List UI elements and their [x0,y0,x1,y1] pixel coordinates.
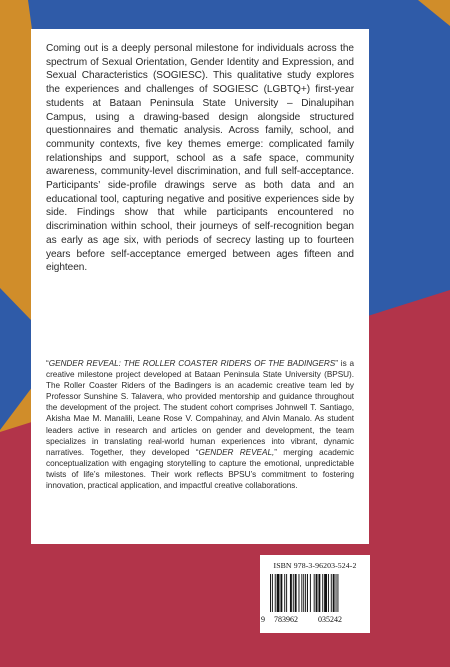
barcode-bar [290,574,292,612]
barcode-bar [301,574,302,612]
barcode-bar [284,574,285,612]
bio-text-part1: is a creative milestone project developed at Bataan Peninsula State University (BPSU). The Roller Coaster Riders of the Badingers is an academic creative team led by Professor Sunshine S. Talavera, who provided mentorship and guidance throughout the development of the project. The student cohort comprises Johnwell T. Santiago, Akisha Mae M. Manalili, Leane Rose V. Compahinay, and Alvin Manalo. As student leaders active in research and articles on gender and development, the team specializes in translating real-world human experiences into vibrant, dynamic narratives. Together, they developed “ [46,359,354,457]
barcode-bar [316,574,318,612]
barcode-bar [286,574,287,612]
barcode-bar [337,574,338,612]
barcode-bar [299,574,300,612]
team-bio-paragraph [46,358,354,491]
barcode-bar [277,574,280,612]
barcode-bar [322,574,323,612]
barcode-bar [303,574,304,612]
barcode-bar [295,574,297,612]
barcode-bar [328,574,329,612]
barcode-bar [324,574,327,612]
barcode-bar [305,574,306,612]
barcode-bar [318,574,320,612]
bio-text-part2: ” merging academic conceptualization with engaging storytelling to capture the emotional, unpredictable twists of life’s milestones. Their work reflects BPSU’s commitment to fostering innovation, practical application, and impactful creative collaborations. [46,447,354,491]
barcode-bar [293,574,294,612]
book-short-title: GENDER REVEAL, [198,447,275,457]
isbn-label: ISBN 978-3-96203-524-2 [273,561,357,570]
close-quote: ” [335,359,338,368]
barcode-bar [270,574,271,612]
barcode-bar [272,574,273,612]
text-panel [31,29,369,544]
barcode-digits-left: 783962 [274,615,298,624]
open-quote: “ [46,359,49,368]
barcode-bar [310,574,311,612]
barcode-digit-first: 9 [261,615,265,624]
barcode-bars [268,574,366,614]
book-title: GENDER REVEAL: THE ROLLER COASTER RIDERS OF THE BADINGERS [48,359,336,368]
barcode-bar [307,574,308,612]
barcode-box [260,555,370,633]
barcode-bar [333,574,335,612]
barcode-bar [314,574,315,612]
barcode-bar [275,574,276,612]
barcode-bar [331,574,332,612]
barcode-bar [280,574,282,612]
abstract-paragraph: Coming out is a deeply personal milestone for individuals across the spectrum of Sexual Orientation, Gender Identity and Expression, and Sexual Characteristics (SOGIESC). This qualitative study explores the experiences and challenges of SOGIESC (LGBTQ+) first-year students at Bataan Peninsula State University – Dinalupihan Campus, using a drawing-based design alongside structured questionnaires and thematic analysis. Across family, school, and community contexts, five key themes emerge: complicated family relationships and support, school as a safe space, community awareness, community-level discrimination, and full self-acceptance. Participants’ side-profile drawings serve as both data and an educational tool, capturing negative and positive experiences side by side. Findings show that while participants encountered no discrimination within school, their journeys of self-recognition began as early as age six, with periods of secrecy lasting up to fourteen years before self-acceptance emerged between ages fifteen and eighteen. [46,43,354,274]
barcode-bar [336,574,337,612]
barcode-digits-right: 035242 [318,615,342,624]
